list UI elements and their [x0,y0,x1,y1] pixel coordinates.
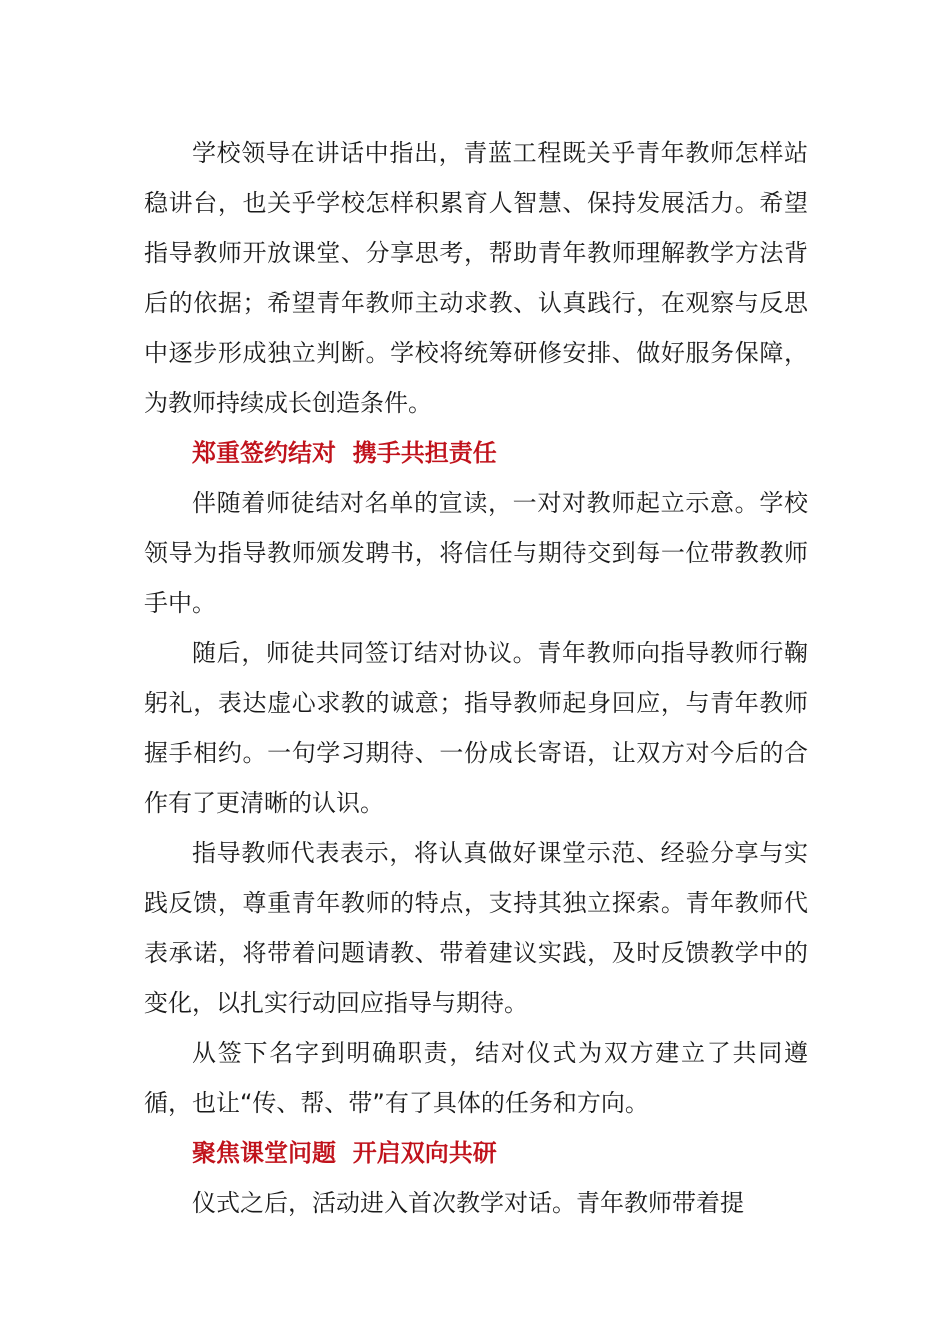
paragraph-teaching-dialogue: 仪式之后，活动进入首次教学对话。青年教师带着提 [192,1189,744,1217]
paragraph-representatives: 指导教师代表表示，将认真做好课堂示范、经验分享与实践反馈，尊重青年教师的特点，支持其独立探索。青年教师代表承诺，将带着问题请教、带着建议实践，及时反馈教学中的变化，以扎实行动回应指导与期待。 [144,839,808,1017]
paragraph-leader-speech: 学校领导在讲话中指出，青蓝工程既关乎青年教师怎样站稳讲台，也关乎学校怎样积累育人智慧、保持发展活力。希望指导教师开放课堂、分享思考，帮助青年教师理解教学方法背后的依据；希望青年教师主动求教、认真践行，在观察与反思中逐步形成独立判断。学校将统筹研修安排、做好服务保障，为教师持续成长创造条件。 [144,139,808,417]
article-body [144,128,808,1228]
paragraph-agreement-signing: 随后，师徒共同签订结对协议。青年教师向指导教师行鞠躬礼，表达虚心求教的诚意；指导教师起身回应，与青年教师握手相约。一句学习期待、一份成长寄语，让双方对今后的合作有了更清晰的认识。 [144,639,808,817]
paragraph-ceremony-summary: 从签下名字到明确职责，结对仪式为双方建立了共同遵循，也让“传、帮、带”有了具体的任务和方向。 [144,1039,808,1117]
section-heading-signing: 郑重签约结对 携手共担责任 [192,439,497,467]
paragraph-name-list: 伴随着师徒结对名单的宣读，一对对教师起立示意。学校领导为指导教师颁发聘书，将信任与期待交到每一位带教教师手中。 [144,489,808,617]
section-heading-classroom: 聚焦课堂问题 开启双向共研 [192,1139,497,1167]
